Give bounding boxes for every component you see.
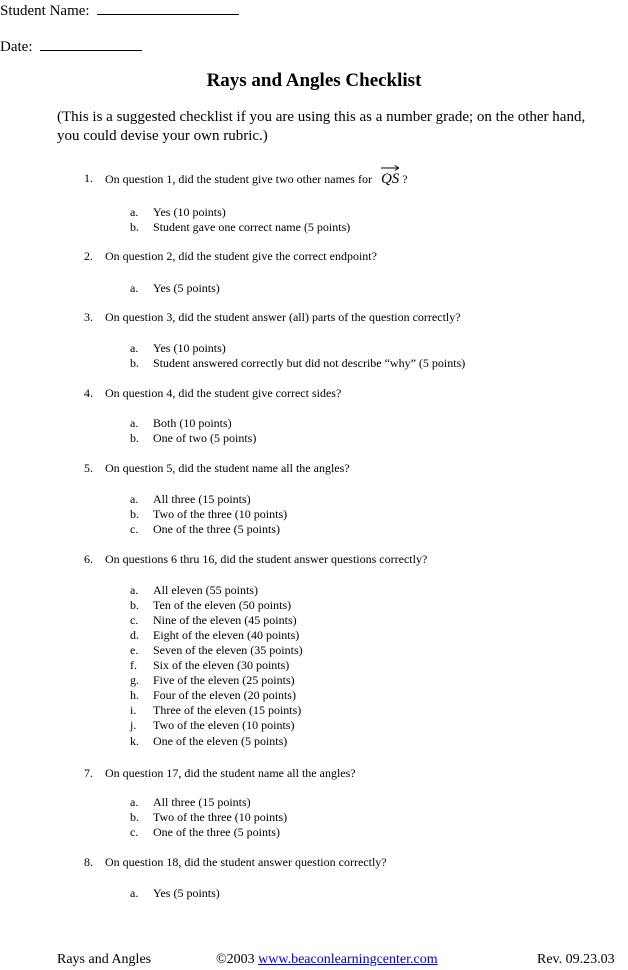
option-6-c [130,613,297,628]
footer-right: Rev. 09.23.03 [537,952,615,967]
question-text: On question 4, did the student give correct sides? [105,386,342,400]
option-letter: b. [130,220,139,234]
option-1-b [130,220,351,235]
option-letter: b. [130,810,139,824]
option-letter: a. [130,416,139,430]
option-5-a [130,492,251,507]
option-letter: a. [130,795,139,809]
option-6-k [130,734,288,749]
question-6 [84,552,428,567]
question-mark: ? [402,172,408,186]
question-text: On question 3, did the student answer (all) parts of the question correctly? [105,310,461,324]
option-letter: i. [130,703,137,717]
question-number: 8. [84,855,93,869]
option-letter: h. [130,688,139,702]
option-6-f [130,658,290,673]
option-letter: a. [130,492,139,506]
option-text: Two of the three (10 points) [153,507,288,521]
option-letter: j. [130,718,137,732]
option-6-i [130,703,302,718]
option-1-a [130,205,226,220]
option-6-a [130,583,258,598]
ray-label: QS [380,171,400,187]
intro-line-2: you could devise your own rubric.) [57,128,268,144]
student-name-blank[interactable] [97,0,239,15]
question-5 [84,461,350,476]
option-letter: d. [130,628,139,642]
option-text: Seven of the eleven (35 points) [153,643,303,657]
option-3-a [130,341,226,356]
option-5-c [130,522,280,537]
question-4 [84,386,342,401]
option-text: Student gave one correct name (5 points) [153,220,351,234]
option-text: All eleven (55 points) [153,583,258,597]
option-text: Student answered correctly but did not describe “why” (5 points) [153,356,466,370]
option-4-a [130,416,232,431]
option-letter: f. [130,658,137,672]
question-number: 6. [84,552,93,566]
option-text: One of the three (5 points) [153,522,280,536]
option-text: Five of the eleven (25 points) [153,673,295,687]
option-letter: a. [130,583,139,597]
option-letter: a. [130,886,139,900]
option-letter: a. [130,205,139,219]
option-text: Yes (5 points) [153,281,220,295]
option-letter: a. [130,281,139,295]
option-3-b [130,356,466,371]
option-text: All three (15 points) [153,795,251,809]
question-text: On question 2, did the student give the correct endpoint? [105,249,377,263]
option-text: Yes (10 points) [153,205,226,219]
question-text: On questions 6 thru 16, did the student answer questions correctly? [105,552,428,566]
ray-qs-symbol [381,171,399,188]
ray-arrow-icon [381,165,399,171]
option-6-b [130,598,292,613]
option-text: Both (10 points) [153,416,232,430]
question-1 [84,171,408,187]
option-text: Yes (10 points) [153,341,226,355]
option-letter: e. [130,643,139,657]
question-number: 3. [84,310,93,324]
date-label: Date: [0,39,33,55]
question-7 [84,766,356,781]
footer-copyright: ©2003 [216,952,255,967]
date-line [0,36,142,56]
footer-center [216,952,438,968]
option-6-h [130,688,296,703]
option-text: Two of the three (10 points) [153,810,288,824]
question-number: 5. [84,461,93,475]
option-8-a [130,886,220,901]
option-text: Ten of the eleven (50 points) [153,598,292,612]
option-text: All three (15 points) [153,492,251,506]
option-4-b [130,431,257,446]
question-number: 4. [84,386,93,400]
option-text: One of the three (5 points) [153,825,280,839]
option-letter: c. [130,825,139,839]
question-8 [84,855,387,870]
option-2-a [130,281,220,296]
option-text: Three of the eleven (15 points) [153,703,302,717]
question-number: 2. [84,249,93,263]
page-title: Rays and Angles Checklist [206,70,422,91]
question-text: On question 1, did the student give two other names for [105,172,372,186]
option-letter: c. [130,522,139,536]
option-6-g [130,673,295,688]
option-letter: b. [130,356,139,370]
option-text: Eight of the eleven (40 points) [153,628,300,642]
option-text: One of the eleven (5 points) [153,734,288,748]
option-7-c [130,825,280,840]
option-text: Six of the eleven (30 points) [153,658,290,672]
intro-line-1: (This is a suggested checklist if you are using this as a number grade; on the other hand, [57,109,586,125]
option-text: Nine of the eleven (45 points) [153,613,297,627]
student-name-label: Student Name: [0,3,90,19]
option-letter: b. [130,431,139,445]
option-text: One of two (5 points) [153,431,257,445]
question-text: On question 18, did the student answer question correctly? [105,855,387,869]
option-5-b [130,507,288,522]
option-letter: g. [130,673,139,687]
question-3 [84,310,461,325]
footer-left: Rays and Angles [57,952,152,967]
question-number: 1. [84,171,93,185]
option-6-e [130,643,303,658]
option-letter: b. [130,598,139,612]
option-text: Two of the eleven (10 points) [153,718,295,732]
question-number: 7. [84,766,93,780]
option-text: Four of the eleven (20 points) [153,688,296,702]
option-7-b [130,810,288,825]
footer-link[interactable]: www.beaconlearningcenter.com [258,952,438,967]
option-letter: k. [130,734,139,748]
question-text: On question 5, did the student name all the angles? [105,461,350,475]
student-name-line [0,0,239,20]
option-letter: c. [130,613,139,627]
question-text: On question 17, did the student name all the angles? [105,766,356,780]
question-2 [84,249,377,264]
option-letter: a. [130,341,139,355]
option-7-a [130,795,251,810]
option-6-d [130,628,300,643]
option-letter: b. [130,507,139,521]
date-blank[interactable] [40,36,142,51]
option-text: Yes (5 points) [153,886,220,900]
option-6-j [130,718,295,733]
